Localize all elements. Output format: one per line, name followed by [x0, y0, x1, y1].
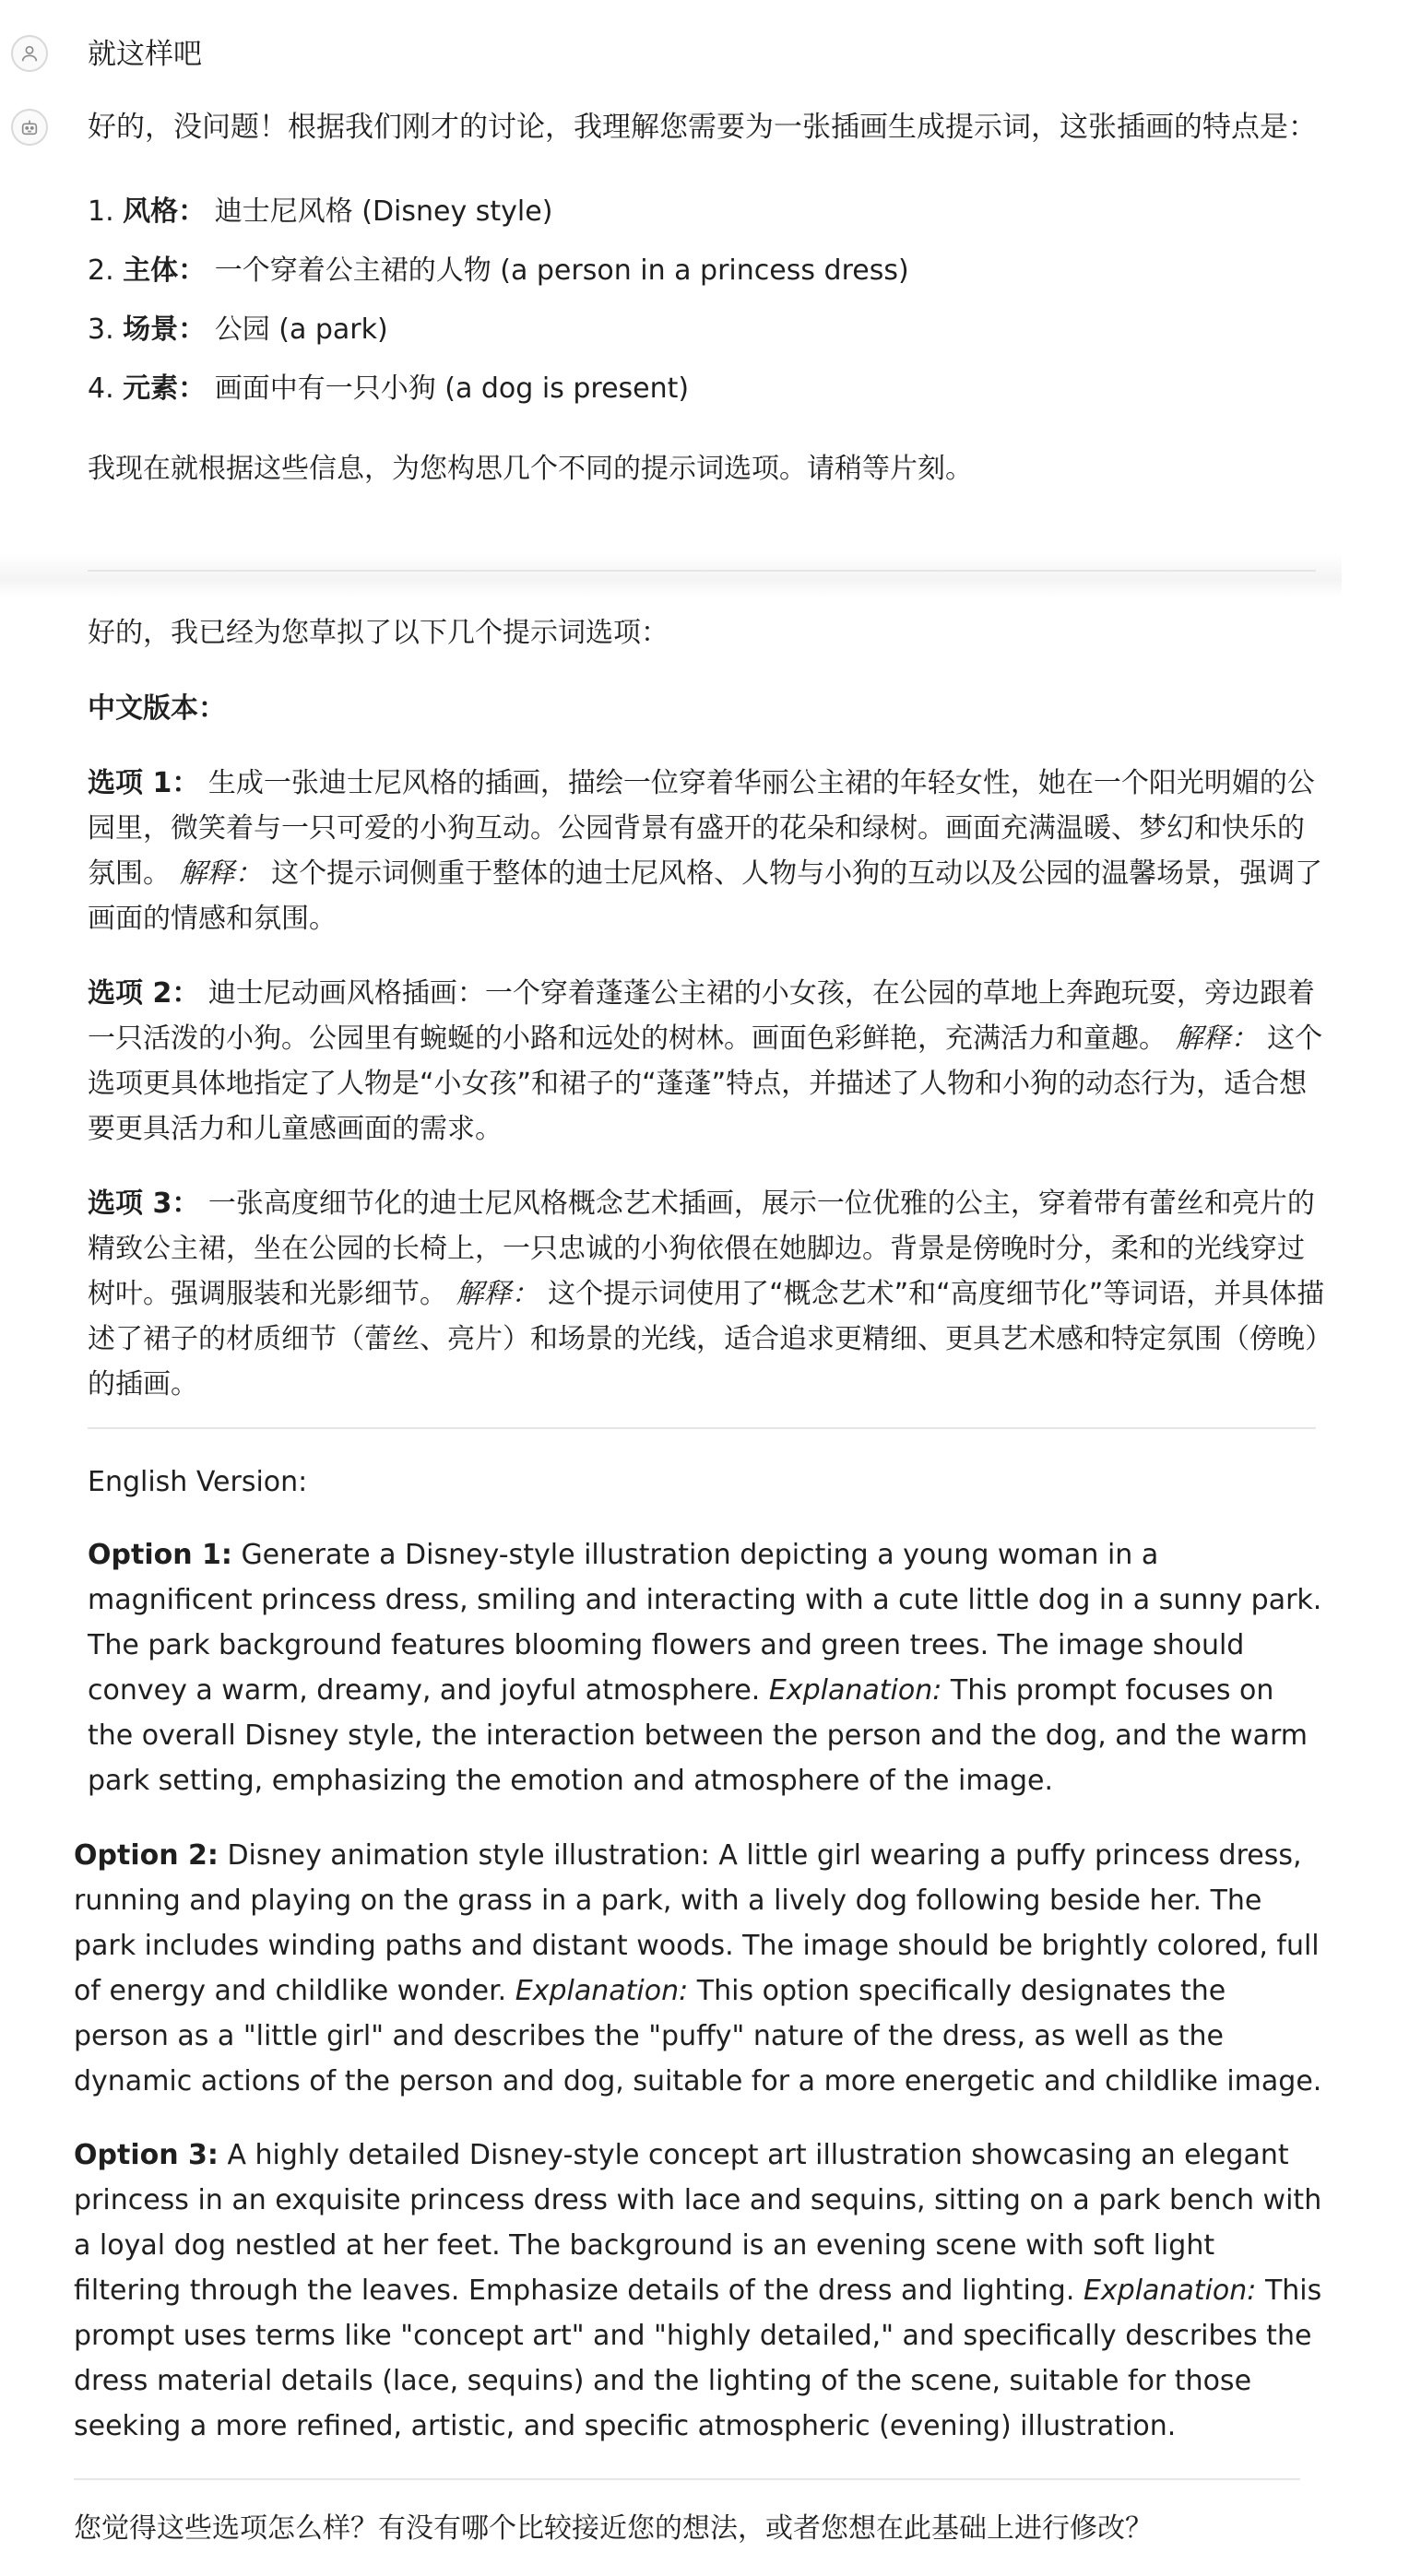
list-item: 2. 主体： 一个穿着公主裙的人物 (a person in a princess dress) — [88, 254, 909, 287]
divider — [88, 1427, 1316, 1429]
chinese-option-3: 选项 3： 一张高度细节化的迪士尼风格概念艺术插画，展示一位优雅的公主，穿着带有蕾丝和亮片的精致公主裙，坐在公园的长椅上，一只忠诚的小狗依偎在她脚边。背景是傍晚时分，柔和的光线穿过树叶。强调服装和光影细节。 解释： 这个提示词使用了“概念艺术”和“高度细节化”等词语，并具体描述了裙子的材质细节（蕾丝、亮片）和场景的光线，适合追求更精细、更具艺术感和特定氛围（傍晚）的插画。 — [88, 1188, 1325, 1400]
section-shade — [0, 553, 1342, 597]
english-heading: English Version: — [88, 1466, 308, 1498]
bot-intro-text: 好的，没问题！根据我们刚才的讨论，我理解您需要为一张插画生成提示词，这张插画的特点是： — [88, 111, 1317, 144]
list-item: 3. 场景： 公园 (a park) — [88, 313, 388, 346]
final-question: 您觉得这些选项怎么样？有没有哪个比较接近您的想法，或者您想在此基础上进行修改？ — [74, 2512, 1153, 2545]
user-message: 就这样吧 — [88, 38, 202, 71]
user-icon — [19, 43, 40, 64]
chinese-heading: 中文版本： — [88, 692, 226, 725]
chinese-option-1: 选项 1： 生成一张迪士尼风格的插画，描绘一位穿着华丽公主裙的年轻女性，她在一个阳光明媚的公园里，微笑着与一只可爱的小狗互动。公园背景有盛开的花朵和绿树。画面充满温暖、梦幻和快乐的氛围。 解释： 这个提示词侧重于整体的迪士尼风格、人物与小狗的互动以及公园的温馨场景，强调了画面的情感和氛围。 — [88, 767, 1323, 935]
english-option-2: Option 2: Disney animation style illustration: A little girl wearing a puffy princess dress, running and playing on the grass in a park, with a lively dog following beside her. The park includes winding paths and distant woods. The image should be brightly colored, full of energy and childlike wonder. Explanation: This option specifically designates the person as a "little girl" and describes the "puffy" nature of the dress, as well as the dynamic actions of the person and dog, suitable for a more energetic and childlike image. — [74, 1839, 1322, 2097]
bot-intro — [88, 105, 1328, 491]
bot-intro-closing: 我现在就根据这些信息，为您构思几个不同的提示词选项。请稍等片刻。 — [88, 453, 973, 485]
robot-icon — [19, 117, 40, 137]
english-option-1: Option 1: Generate a Disney-style illustration depicting a young woman in a magnificent princess dress, smiling and interacting with a cute little dog in a sunny park. The park background features blooming flowers and green trees. The image should convey a warm, dreamy, and joyful atmosphere. Explanation: This prompt focuses on the overall Disney style, the interaction between the person and the dog, and the warm park setting, emphasizing the emotion and atmosphere of the image. — [88, 1539, 1322, 1797]
user-avatar — [11, 35, 48, 72]
bot-avatar — [11, 109, 48, 146]
list-item: 4. 元素： 画面中有一只小狗 (a dog is present) — [88, 372, 690, 405]
english-option-3: Option 3: A highly detailed Disney-style concept art illustration showcasing an elegant princess in an exquisite princess dress with lace and sequins, sitting on a park bench with a loyal dog nestled at her feet. The background is an evening scene with soft light filtering through the leaves. Emphasize details of the dress and lighting. Explanation: This prompt uses terms like "concept art" and "highly detailed," and specifically describes the dress material details (lace, sequins) and the lighting of the scene, suitable for those seeking a more refined, artistic, and specific atmospheric (evening) illustration. — [74, 2139, 1322, 2442]
list-item: 1. 风格： 迪士尼风格 (Disney style) — [88, 195, 553, 228]
divider — [74, 2478, 1300, 2480]
divider — [88, 570, 1316, 572]
drafts-intro: 好的，我已经为您草拟了以下几个提示词选项： — [88, 617, 669, 649]
feature-list — [88, 183, 1328, 419]
chinese-option-2: 选项 2： 迪士尼动画风格插画：一个穿着蓬蓬公主裙的小女孩，在公园的草地上奔跑玩耍，旁边跟着一只活泼的小狗。公园里有蜿蜒的小路和远处的树林。画面色彩鲜艳，充满活力和童趣。 解释： 这个选项更具体地指定了人物是“小女孩”和裙子的“蓬蓬”特点，并描述了人物和小狗的动态行为，适合想要更具活力和儿童感画面的需求。 — [88, 977, 1323, 1145]
